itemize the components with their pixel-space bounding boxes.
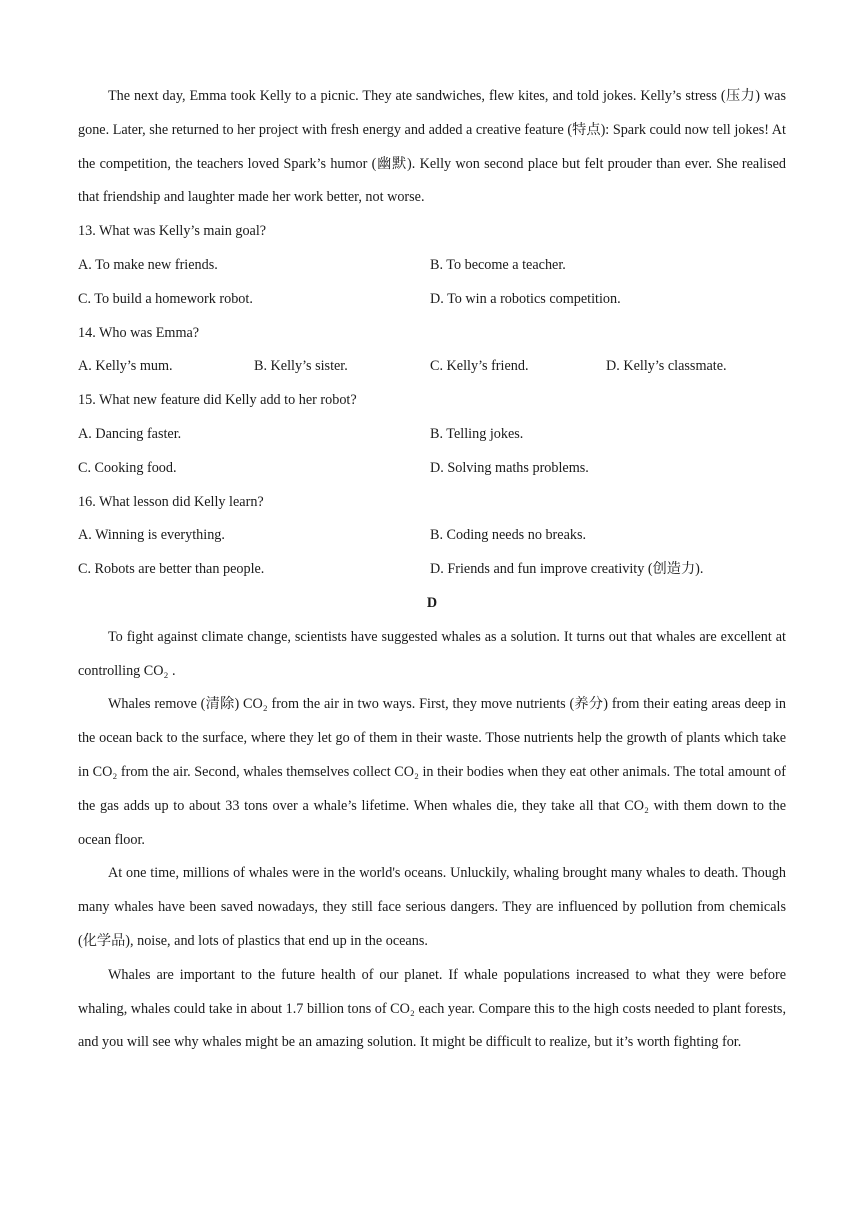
story-paragraph: The next day, Emma took Kelly to a picnic. They ate sandwiches, flew kites, and told jokes. Kelly’s stress (压力) was gone. Later, she returned to her project with fresh energy and added a creative feature (特点): Spark could now tell jokes! At the competition, the teachers loved Spark’s humor (幽默). Kelly won second place but felt prouder than ever. She realised that friendship and laughter made her work better, not worse. [78, 88, 786, 206]
option-c: C. To build a homework robot. [78, 290, 253, 307]
option-c: C. Kelly’s friend. [430, 358, 529, 375]
option-d: D. Friends and fun improve creativity (创造力). [430, 561, 704, 578]
option-b: B. Telling jokes. [430, 425, 524, 442]
question-stem: 16. What lesson did Kelly learn? [78, 493, 264, 510]
passage-paragraph-1: To fight against climate change, scientists have suggested whales as a solution. It turns out that whales are excellent at controlling CO₂ . [78, 628, 786, 679]
question-15 [78, 384, 786, 485]
question-stem: 13. What was Kelly’s main goal? [78, 223, 267, 240]
option-c: C. Cooking food. [78, 459, 177, 476]
option-a: A. Kelly’s mum. [78, 358, 173, 375]
option-b: B. To become a teacher. [430, 256, 566, 273]
options-row [78, 519, 786, 553]
options-row [78, 283, 786, 317]
option-d: D. To win a robotics competition. [430, 290, 621, 307]
question-13 [78, 215, 786, 316]
option-a: A. Winning is everything. [78, 527, 225, 544]
options-row [78, 553, 786, 587]
options-row [78, 249, 786, 283]
option-c: C. Robots are better than people. [78, 561, 265, 578]
option-a: A. To make new friends. [78, 256, 218, 273]
option-b: B. Kelly’s sister. [254, 358, 348, 375]
option-d: D. Solving maths problems. [430, 459, 589, 476]
options-row [78, 452, 786, 486]
passage-paragraph-2: Whales remove (清除) CO₂ from the air in two ways. First, they move nutrients (养分) from their eating areas deep in the ocean back to the surface, where they let go of them in their waste. Those nutrients help the growth of plants which take in CO₂ from the air. Second, whales themselves collect CO₂ in their bodies when they eat other animals. The total amount of the gas adds up to about 33 tons over a whale’s lifetime. When whales die, they take all that CO₂ with them down to the ocean floor. [78, 696, 786, 848]
document-page [78, 80, 786, 1060]
question-14 [78, 317, 786, 385]
question-stem: 15. What new feature did Kelly add to her robot? [78, 392, 357, 409]
question-16 [78, 486, 786, 587]
passage-paragraph-4: Whales are important to the future health of our planet. If whale populations increased to what they were before whaling, whales could take in about 1.7 billion tons of CO₂ each year. Compare this to the high costs needed to plant forests, and you will see why whales might be an amazing solution. It might be difficult to realize, but it’s worth fighting for. [78, 966, 786, 1051]
option-b: B. Coding needs no breaks. [430, 527, 587, 544]
option-a: A. Dancing faster. [78, 425, 182, 442]
option-d: D. Kelly’s classmate. [606, 358, 727, 375]
passage-paragraph-3: At one time, millions of whales were in the world's oceans. Unluckily, whaling brought many whales to death. Though many whales have been saved nowadays, they still face serious dangers. They are influenced by pollution from chemicals (化学品), noise, and lots of plastics that end up in the oceans. [78, 865, 786, 949]
question-stem: 14. Who was Emma? [78, 324, 200, 341]
options-row [78, 350, 786, 384]
options-row [78, 418, 786, 452]
section-heading: D [426, 594, 438, 611]
